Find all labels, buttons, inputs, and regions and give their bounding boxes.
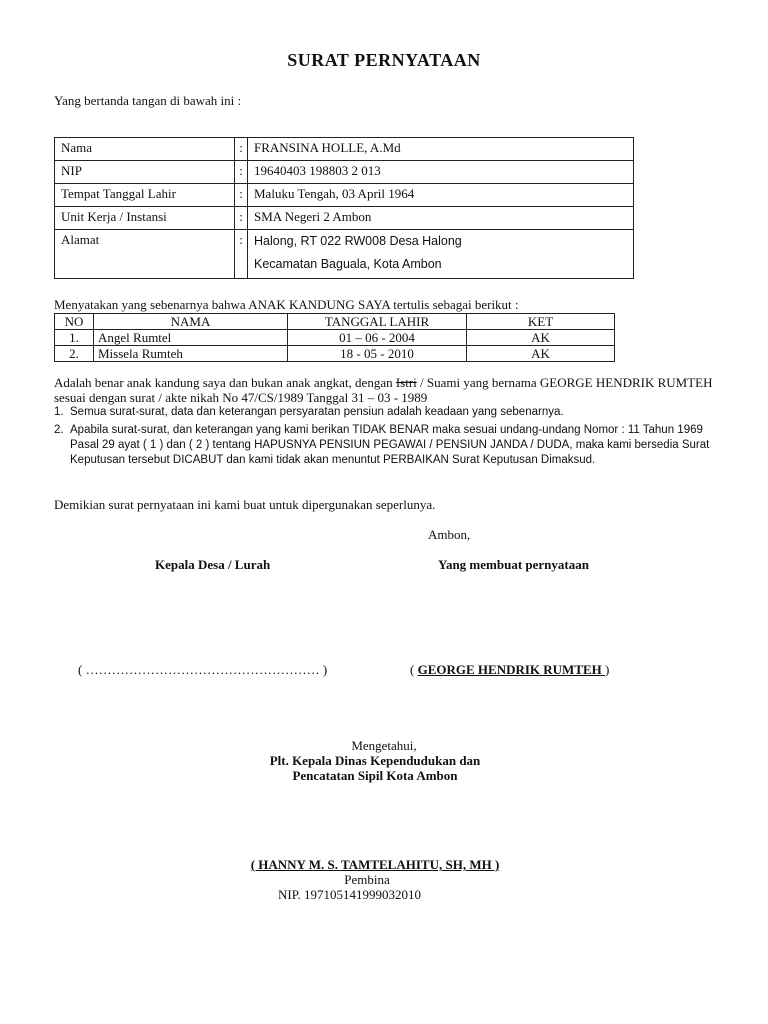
acknowledge-name: ( HANNY M. S. TAMTELAHITU, SH, MH ) [250, 857, 500, 872]
child-no: 2. [55, 346, 94, 362]
declaration-paragraph [54, 375, 714, 405]
identity-colon: : [235, 184, 248, 207]
list-number: 1. [54, 406, 64, 418]
list-item [54, 423, 714, 468]
paren-close: ) [605, 662, 610, 677]
address-line: Kecamatan Baguala, Kota Ambon [254, 257, 442, 271]
identity-colon: : [235, 230, 248, 279]
child-dob: 01 – 06 - 2004 [288, 330, 467, 346]
table-row [55, 330, 615, 346]
list-text: Apabila surat-surat, dan keterangan yang kami berikan TIDAK BENAR maka sesuai undang-undang Nomor : 11 Tahun 1969 Pasal 29 ayat ( 1 ) dan ( 2 ) tentang HAPUSNYA PENSIUN PEGAWAI / PENSIUN JANDA / DUDA, maka kami bersedia Surat Keputusan tersebut DICABUT dan kami tidak akan menuntut PERBAIKAN Surat Keputusan Dimaksud. [70, 424, 710, 466]
column-header: NO [55, 314, 94, 330]
signer-right-name [410, 662, 609, 678]
declaration-text: Adalah benar anak kandung saya dan bukan anak angkat, dengan [54, 375, 396, 390]
identity-value: FRANSINA HOLLE, A.Md [248, 138, 634, 161]
list-number: 2. [54, 424, 64, 436]
statement-intro: Menyatakan yang sebenarnya bahwa ANAK KANDUNG SAYA tertulis sebagai berikut : [54, 297, 519, 312]
paren-open: ( [410, 662, 418, 677]
identity-value: Maluku Tengah, 03 April 1964 [248, 184, 634, 207]
signer-left-title: Kepala Desa / Lurah [155, 557, 271, 572]
acknowledge-title: Plt. Kepala Dinas Kependudukan dan [269, 753, 481, 768]
identity-row-name [55, 138, 634, 161]
identity-label: Nama [55, 138, 235, 161]
child-name: Missela Rumteh [94, 346, 288, 362]
document-title: SURAT PERNYATAAN [287, 50, 481, 70]
identity-label: Unit Kerja / Instansi [55, 207, 235, 230]
column-header: NAMA [94, 314, 288, 330]
children-header-row [55, 314, 615, 330]
signer-left-blank: ( ……………………………………………… ) [78, 662, 328, 677]
child-ket: AK [467, 330, 615, 346]
acknowledge-nip: NIP. 197105141999032010 [278, 887, 422, 902]
child-name: Angel Rumtel [94, 330, 288, 346]
identity-value: SMA Negeri 2 Ambon [248, 207, 634, 230]
identity-row-address [55, 230, 634, 279]
acknowledge-rank: Pembina [344, 872, 390, 887]
identity-table [54, 137, 634, 279]
list-text: Semua surat-surat, data dan keterangan persyaratan pensiun adalah keadaan yang sebenarnya. [70, 406, 564, 418]
declaration-text: / Suami yang bernama GEORGE HENDRIK RUMTEH sesuai dengan surat / akte nikah No 47/CS/1989 Tanggal 31 – 03 - 1989 [54, 375, 713, 405]
points-list [54, 405, 714, 468]
struck-word: Istri [395, 375, 417, 390]
place-date: Ambon, [428, 527, 471, 542]
identity-colon: : [235, 207, 248, 230]
identity-address [248, 230, 634, 279]
intro-text: Yang bertanda tangan di bawah ini : [54, 93, 242, 108]
identity-row-birth [55, 184, 634, 207]
acknowledge-label: Mengetahui, [351, 738, 417, 753]
table-row [55, 346, 615, 362]
child-ket: AK [467, 346, 615, 362]
identity-label: NIP [55, 161, 235, 184]
identity-row-nip [55, 161, 634, 184]
identity-colon: : [235, 138, 248, 161]
signer-name: GEORGE HENDRIK RUMTEH [417, 662, 606, 677]
identity-row-unit [55, 207, 634, 230]
identity-label: Alamat [55, 230, 235, 279]
identity-colon: : [235, 161, 248, 184]
column-header: KET [467, 314, 615, 330]
child-no: 1. [55, 330, 94, 346]
children-table [54, 313, 615, 362]
closing-text: Demikian surat pernyataan ini kami buat untuk dipergunakan seperlunya. [54, 497, 436, 512]
child-dob: 18 - 05 - 2010 [288, 346, 467, 362]
acknowledge-title: Pencatatan Sipil Kota Ambon [292, 768, 458, 783]
identity-value: 19640403 198803 2 013 [248, 161, 634, 184]
signer-right-title: Yang membuat pernyataan [438, 557, 589, 572]
identity-label: Tempat Tanggal Lahir [55, 184, 235, 207]
column-header: TANGGAL LAHIR [288, 314, 467, 330]
list-item [54, 405, 714, 420]
address-line: Halong, RT 022 RW008 Desa Halong [254, 234, 462, 248]
